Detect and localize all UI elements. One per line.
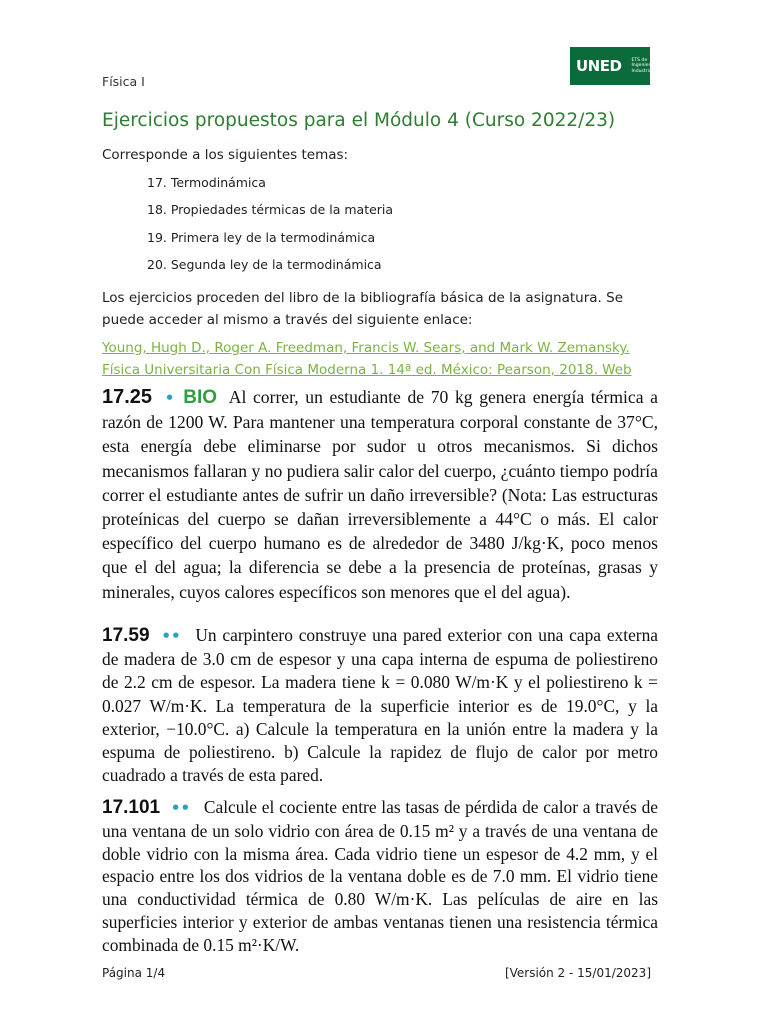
exercise-17-101: [102, 796, 658, 957]
topic-item: 20. Segunda ley de la termodinámica: [147, 256, 382, 272]
exercise-number: 17.59: [102, 625, 150, 646]
logo-subtitle: ETS de Ingenieros Industriales: [631, 57, 659, 74]
reference-link[interactable]: Young, Hugh D., Roger A. Freedman, Francis W. Sears, and Mark W. Zemansky. Física Universitaria Con Física Moderna 1. 14ª ed. México: Pearson, 2018. Web: [102, 340, 632, 378]
topic-item: 19. Primera ley de la termodinámica: [147, 229, 376, 245]
topics-intro: Corresponde a los siguientes temas:: [102, 147, 349, 163]
page-title: Ejercicios propuestos para el Módulo 4 (Curso 2022/23): [102, 110, 616, 131]
version-label: [Versión 2 - 15/01/2023]: [504, 966, 651, 980]
exercise-17-25: [102, 385, 658, 604]
exercise-number: 17.25: [102, 386, 153, 408]
difficulty-marker: •: [164, 389, 175, 407]
page-number: Página 1/4: [102, 966, 166, 980]
course-name: Física I: [102, 74, 145, 89]
difficulty-marker: ••: [170, 799, 191, 817]
exercise-17-59: [102, 624, 658, 787]
topics-list: [147, 176, 393, 285]
exercise-text: Un carpintero construye una pared exterior con una capa externa de madera de 3.0 cm de espesor y una capa interna de espuma de poliestireno de 2.2 cm de espesor. La madera tiene k = 0.080 W/m·K y el poliestireno k = 0.027 W/m·K. La temperatura de la superficie interior es de 19.0°C, y la exterior, −10.0°C. a) Calcule la temperatura en la unión entre la madera y la espuma de poliestireno. b) Calcule la rapidez de flujo de calor por metro cuadrado a través de esta pared.: [102, 625, 658, 786]
topic-item: 17. Termodinámica: [147, 175, 266, 190]
exercise-text: Calcule el cociente entre las tasas de pérdida de calor a través de una ventana de un solo vidrio con área de 0.15 m² y a través de una ventana de doble vidrio con la misma área. Cada vidrio tiene un espesor de 4.2 mm, y el espacio entre los dos vidrios de la ventana doble es de 7.0 mm. El vidrio tiene una conductividad térmica de 0.80 W/m·K. Las películas de aire en las superficies interior y exterior de ambas ventanas tienen una resistencia térmica combinada de 0.15 m²·K/W.: [102, 797, 658, 955]
exercise-number: 17.101: [102, 797, 161, 818]
topic-item: 18. Propiedades térmicas de la materia: [147, 202, 394, 218]
logo-wordmark: UNED: [576, 57, 622, 75]
bio-tag: BIO: [183, 387, 218, 408]
uned-logo: [570, 47, 659, 85]
difficulty-marker: ••: [161, 627, 181, 645]
exercise-text: Al correr, un estudiante de 70 kg genera energía térmica a razón de 1200 W. Para mantener una temperatura corporal constante de 37°C, esta energía debe eliminarse por sudor u otros mecanismos. Si dichos mecanismos fallaran y no pudiera salir calor del cuerpo, ¿cuánto tiempo podría correr el estudiante antes de sufrir un daño irreversible? (Nota: Las estructuras proteínicas del cuerpo se dañan irreversiblemente a 44°C o más. El calor específico del cuerpo humano es de alrededor de 3480 J/kg·K, poco menos que el del agua; la diferencia se debe a la presencia de proteínas, grasas y minerales, cuyos calores específicos son menores que el del agua).: [102, 387, 658, 602]
bibliography-note: Los ejercicios proceden del libro de la bibliografía básica de la asignatura. Se puede acceder al mismo a través del siguiente enlace:: [102, 290, 624, 328]
